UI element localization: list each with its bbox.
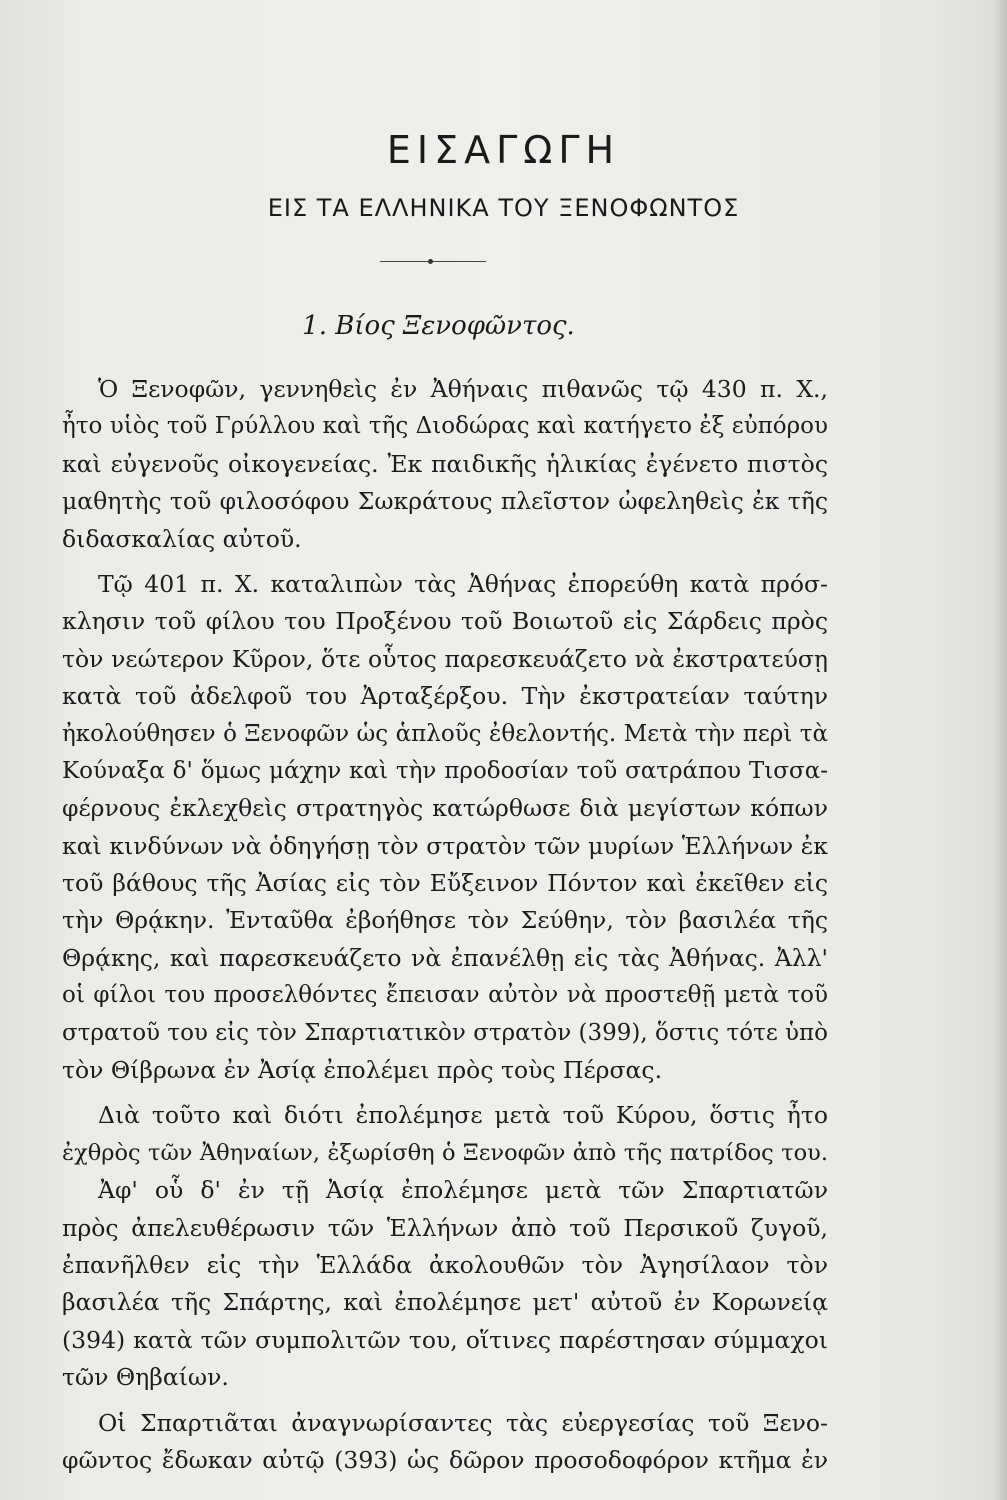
text-line: φέρνους ἐκλεχθεὶς στρατηγὸς κατώρθωσε διὰ μεγίστων κόπων <box>62 794 828 823</box>
text-line: Κούναξα δ' ὅμως μάχην καὶ τὴν προδοσίαν τοῦ σατράπου Τισσα- <box>62 757 828 784</box>
text-line: τὸν Θίβρωνα ἐν Ἀσίᾳ ἐπολέμει πρὸς τοὺς Πέρσας. <box>62 1056 663 1085</box>
page-title: ΕΙΣΑΓΩΓΗ <box>386 128 621 172</box>
text-line: οἱ φίλοι του προσελθόντες ἔπεισαν αὐτὸν νὰ προστεθῇ μετὰ τοῦ <box>62 982 828 1009</box>
text-line: βασιλέα τῆς Σπάρτης, καὶ ἐπολέμησε μετ' αὐτοῦ ἐν Κορωνείᾳ <box>62 1288 828 1317</box>
text-line: φῶντος ἔδωκαν αὐτῷ (393) ὡς δῶρον προσοδοφόρον κτῆμα ἐν <box>62 1445 828 1474</box>
paragraph <box>62 1172 828 1396</box>
text-line: ἐχθρὸς τῶν Ἀθηναίων, ἐξωρίσθη ὁ Ξενοφῶν ἀπὸ τῆς πατρίδος του. <box>62 1139 828 1166</box>
text-line: καὶ κινδύνων νὰ ὁδηγήσῃ τὸν στρατὸν τῶν μυρίων Ἑλλήνων ἐκ <box>62 831 828 860</box>
text-line: καὶ εὐγενοῦς οἰκογενείας. Ἐκ παιδικῆς ἡλικίας ἐγένετο πιστὸς <box>62 449 828 478</box>
text-line: ἠκολούθησεν ὁ Ξενοφῶν ὡς ἁπλοῦς ἐθελοντής. Μετὰ τὴν περὶ τὰ <box>62 720 828 747</box>
text-line: Ἀφ' οὗ δ' ἐν τῇ Ἀσίᾳ ἐπολέμησε μετὰ τῶν Σπαρτιατῶν <box>98 1176 828 1205</box>
text-line: μαθητὴς τοῦ φιλοσόφου Σωκράτους πλεῖστον ὠφεληθεὶς ἐκ τῆς <box>62 487 828 516</box>
body-text <box>62 371 828 1479</box>
paragraph <box>62 1097 828 1172</box>
paragraph <box>62 371 828 558</box>
text-line: Θρᾴκης, καὶ παρεσκευάζετο νὰ ἐπανέλθῃ εἰς τὰς Ἀθήνας. Ἀλλ' <box>62 943 828 972</box>
paragraph <box>62 566 828 1089</box>
text-line: κατὰ τοῦ ἀδελφοῦ του Ἀρταξέρξου. Τὴν ἐκστρατείαν ταύτην <box>62 682 828 711</box>
text-line: Διὰ τοῦτο καὶ διότι ἐπολέμησε μετὰ τοῦ Κύρου, ὅστις ἦτο <box>98 1101 828 1130</box>
text-line: τὸν νεώτερον Κῦρον, ὅτε οὗτος παρεσκευάζετο νὰ ἐκστρατεύσῃ <box>62 644 828 673</box>
paragraph <box>62 1405 828 1480</box>
page-subtitle: ΕΙΣ ΤΑ ΕΛΛΗΝΙΚΑ ΤΟΥ ΞΕΝΟΦΩΝΤΟΣ <box>267 194 740 222</box>
text-line: διδασκαλίας αὐτοῦ. <box>62 524 302 553</box>
page-edge-shadow <box>993 0 1007 1500</box>
text-line: Τῷ 401 π. Χ. καταλιπὼν τὰς Ἀθήνας ἐπορεύθη κατὰ πρόσ- <box>98 569 828 598</box>
text-line: Ὁ Ξενοφῶν, γεννηθεὶς ἐν Ἀθήναις πιθανῶς τῷ 430 π. Χ., <box>98 375 828 403</box>
text-line: τοῦ βάθους τῆς Ἀσίας εἰς τὸν Εὔξεινον Πόντον καὶ ἐκεῖθεν εἰς <box>62 869 828 898</box>
text-line: ἐπανῆλθεν εἰς τὴν Ἑλλάδα ἀκολουθῶν τὸν Ἀγησίλαον τὸν <box>62 1250 828 1279</box>
text-line: τῶν Θηβαίων. <box>62 1363 229 1392</box>
ornamental-rule-dot <box>428 259 433 264</box>
text-line: στρατοῦ του εἰς τὸν Σπαρτιατικὸν στρατὸν (399), ὅστις τότε ὑπὸ <box>62 1019 828 1046</box>
text-line: (394) κατὰ τῶν συμπολιτῶν του, οἵτινες παρέστησαν σύμμαχοι <box>62 1325 828 1354</box>
text-line: κλησιν τοῦ φίλου του Προξένου τοῦ Βοιωτοῦ εἰς Σάρδεις πρὸς <box>62 607 828 636</box>
text-line: ἦτο υἱὸς τοῦ Γρύλλου καὶ τῆς Διοδώρας καὶ κατήγετο ἐξ εὐπόρου <box>62 413 828 440</box>
text-line: πρὸς ἀπελευθέρωσιν τῶν Ἑλλήνων ἀπὸ τοῦ Περσικοῦ ζυγοῦ, <box>62 1213 828 1242</box>
text-line: Οἱ Σπαρτιᾶται ἀναγνωρίσαντες τὰς εὐεργεσίας τοῦ Ξενο- <box>98 1408 828 1437</box>
ornamental-rule <box>380 261 486 262</box>
text-line: τὴν Θρᾴκην. Ἐνταῦθα ἐβοήθησε τὸν Σεύθην, τὸν βασιλέα τῆς <box>62 906 828 935</box>
section-heading: 1. Βίος Ξενοφῶντος. <box>302 311 575 341</box>
